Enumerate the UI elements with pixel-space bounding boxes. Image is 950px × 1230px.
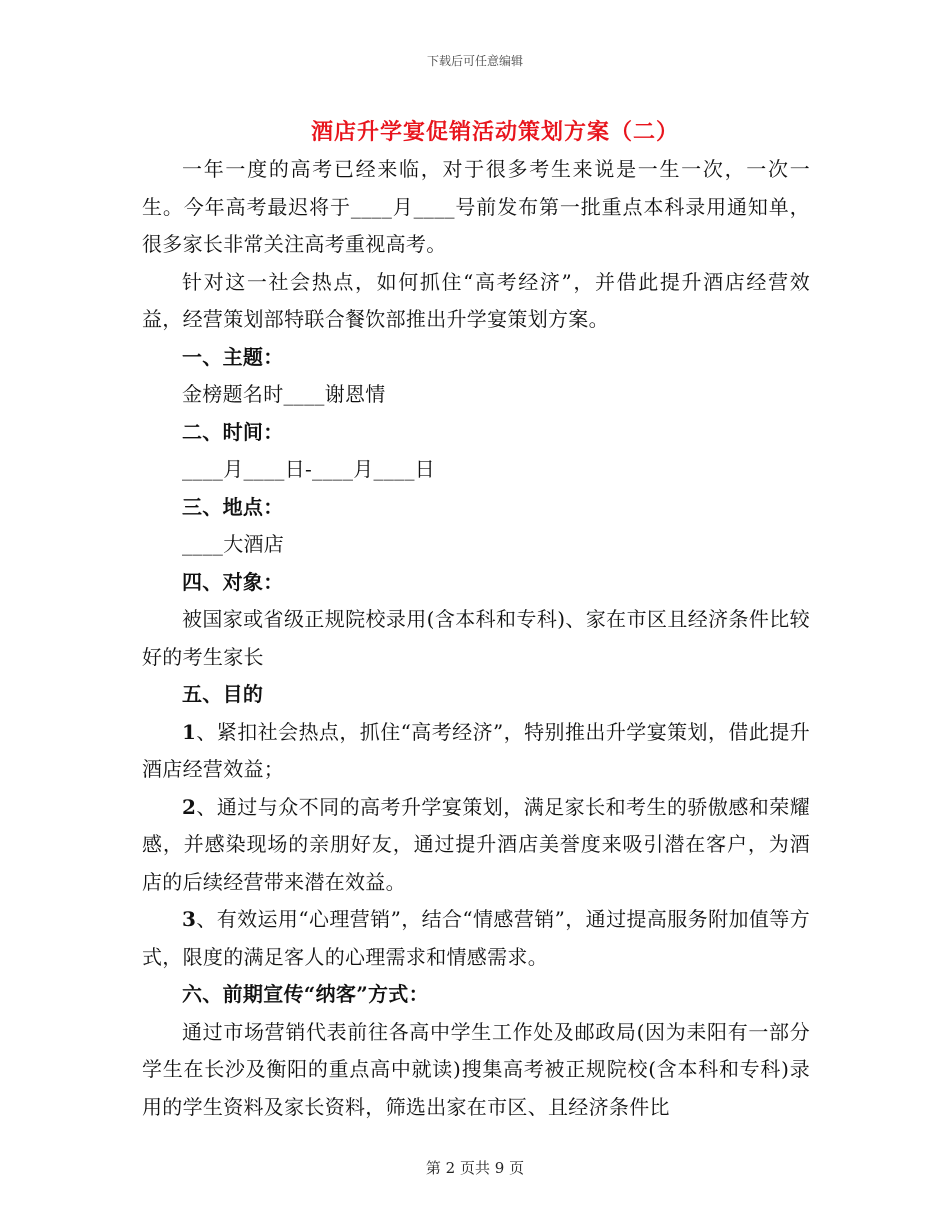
intro-paragraph-2: 针对这一社会热点，如何抓住“高考经济”，并借此提升酒店经营效益，经营策划部特联合餐饮部推出升学宴策划方案。 xyxy=(142,269,810,331)
goal-item-3-number: 3 xyxy=(182,907,197,931)
goal-item-3-text: 、有效运用“心理营销”，结合“情感营销”，通过提高服务附加值等方式，限度的满足客人的心理需求和情感需求。 xyxy=(142,907,810,969)
time-text: ____月____日-____月____日 xyxy=(182,457,436,481)
theme-text: 金榜题名时____谢恩情 xyxy=(182,382,386,406)
intro-paragraph-1: 一年一度的高考已经来临，对于很多考生来说是一生一次，一次一生。今年高考最迟将于____月____号前发布第一批重点本科录用通知单，很多家长非常关注高考重视高考。 xyxy=(142,157,810,256)
document-title: 酒店升学宴促销活动策划方案（二） xyxy=(310,119,679,145)
goal-item-1-number: 1 xyxy=(182,719,197,744)
goal-item-2 xyxy=(142,789,810,902)
goal-item-1-text: 、紧扣社会热点，抓住“高考经济”，特别推出升学宴策划，借此提升酒店经营效益； xyxy=(142,719,810,781)
goal-item-3 xyxy=(142,901,810,976)
section-heading-place: 三、地点： xyxy=(182,494,284,519)
section-heading-target: 四、对象： xyxy=(182,569,284,594)
section-heading-goal: 五、目的 xyxy=(182,682,264,706)
section-heading-time: 二、时间： xyxy=(182,419,284,444)
goal-item-2-text: 、通过与众不同的高考升学宴策划，满足家长和考生的骄傲感和荣耀感，并感染现场的亲朋好友，通过提升酒店美誉度来吸引潜在客户，为酒店的后续经营带来潜在效益。 xyxy=(142,794,810,894)
section-heading-promotion: 六、前期宣传“纳客”方式： xyxy=(182,982,429,1006)
section-heading-theme: 一、主题： xyxy=(182,344,284,369)
page-header-note: 下载后可任意编辑 xyxy=(426,54,523,68)
place-text: ____大酒店 xyxy=(182,532,285,556)
goal-item-2-number: 2 xyxy=(182,794,197,819)
target-text: 被国家或省级正规院校录用(含本科和专科)、家在市区且经济条件比较好的考生家长 xyxy=(142,607,810,669)
page-footer: 第 2 页共 9 页 xyxy=(425,1159,525,1177)
document-body xyxy=(142,151,810,1126)
goal-item-1 xyxy=(142,714,810,789)
promotion-text: 通过市场营销代表前往各高中学生工作处及邮政局(因为耒阳有一部分学生在长沙及衡阳的重点高中就读)搜集高考被正规院校(含本科和专科)录用的学生资料及家长资料，筛选出家在市区、且经济条件比 xyxy=(142,1019,810,1119)
